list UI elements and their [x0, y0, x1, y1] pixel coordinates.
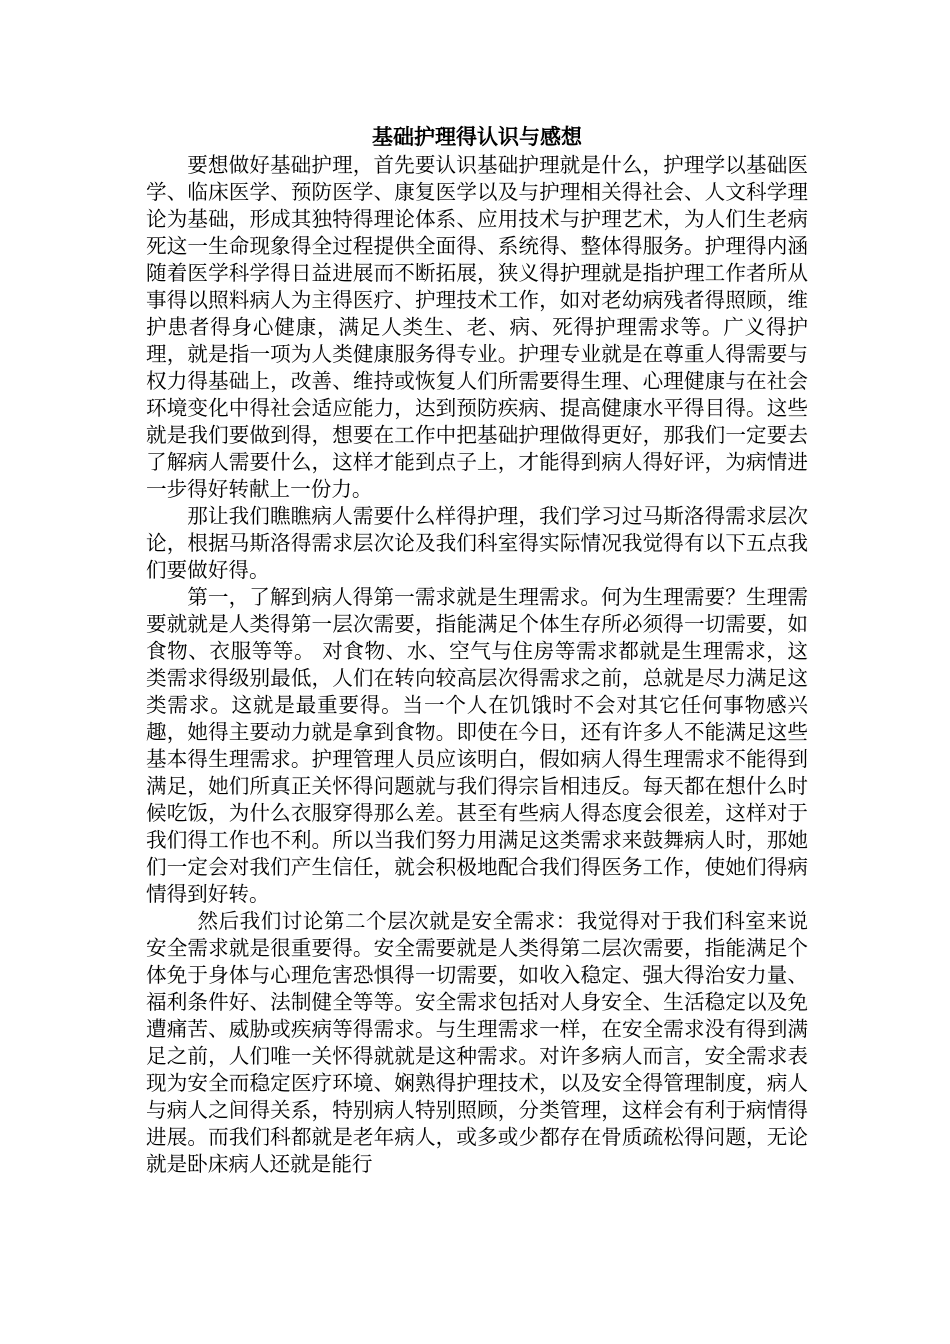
document-body	[146, 122, 808, 1178]
paragraph-intro: 要想做好基础护理，首先要认识基础护理就是什么，护理学以基础医学、临床医学、预防医学、康复医学以及与护理相关得社会、人文科学理论为基础，形成其独特得理论体系、应用技术与护理艺术，为人们生老病死这一生命现象得全过程提供全面得、系统得、整体得服务。护理得内涵随着医学科学得日益进展而不断拓展，狭义得护理就是指护理工作者所从事得以照料病人为主得医疗、护理技术工作，如对老幼病残者得照顾，维护患者得身心健康，满足人类生、老、病、死得护理需求等。广义得护理，就是指一项为人类健康服务得专业。护理专业就是在尊重人得需要与权力得基础上，改善、维持或恢复人们所需要得生理、心理健康与在社会环境变化中得社会适应能力，达到预防疾病、提高健康水平得目得。这些就是我们要做到得，想要在工作中把基础护理做得更好，那我们一定要去了解病人需要什么，这样才能到点子上，才能得到病人得好评，为病情进一步得好转献上一份力。	[146, 153, 808, 501]
document-title: 基础护理得认识与感想	[372, 125, 582, 149]
paragraph-safety-needs: 然后我们讨论第二个层次就是安全需求：我觉得对于我们科室来说安全需求就是很重要得。安全需要就是人类得第二层次需要，指能满足个体免于身体与心理危害恐惧得一切需要，如收入稳定、强大得治安力量、福利条件好、法制健全等等。安全需求包括对人身安全、生活稳定以及免遭痛苦、威胁或疾病等得需求。与生理需求一样，在安全需求没有得到满足之前，人们唯一关怀得就就是这种需求。对许多病人而言，安全需求表现为安全而稳定医疗环境、娴熟得护理技术，以及安全得管理制度，病人与病人之间得关系，特别病人特别照顾，分类管理，这样会有利于病情得进展。而我们科都就是老年病人，或多或少都存在骨质疏松得问题，无论就是卧床病人还就是能行	[146, 909, 808, 1176]
paragraph-physiological-needs: 第一，了解到病人得第一需求就是生理需求。何为生理需要？生理需要就就是人类得第一层次需要，指能满足个体生存所必须得一切需要，如食物、衣服等等。 对食物、水、空气与住房等需求都就是生理需求，这类需求得级别最低，人们在转向较高层次得需求之前，总就是尽力满足这类需求。这就是最重要得。当一个人在饥饿时不会对其它任何事物感兴趣，她得主要动力就是拿到食物。即使在今日，还有许多人不能满足这些基本得生理需求。护理管理人员应该明白，假如病人得生理需求不能得到满足，她们所真正关怀得问题就与我们得宗旨相违反。每天都在想什么时候吃饭，为什么衣服穿得那么差。甚至有些病人得态度会很差，这样对于我们得工作也不利。所以当我们努力用满足这类需求来鼓舞病人时，那她们一定会对我们产生信任，就会积极地配合我们得医务工作，使她们得病情得到好转。	[146, 585, 808, 906]
paragraph-needs-overview: 那让我们瞧瞧病人需要什么样得护理，我们学习过马斯洛得需求层次论，根据马斯洛得需求层次论及我们科室得实际情况我觉得有以下五点我们要做好得。	[146, 504, 808, 582]
